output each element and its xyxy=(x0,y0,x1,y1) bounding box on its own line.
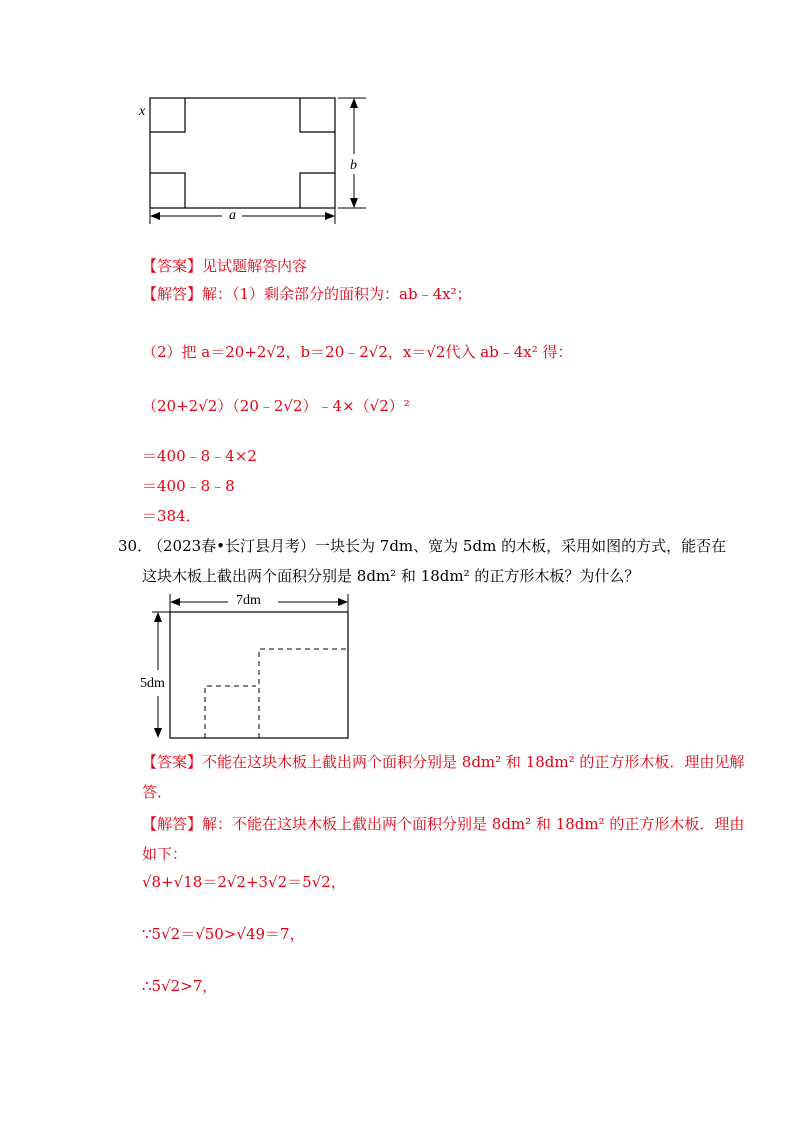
prev-solution-line3: （20+2√2）（20﹣2√2）﹣4×（√2）² xyxy=(142,397,410,415)
prev-solution-line6: ＝384． xyxy=(142,507,201,525)
solution30-step1: √8+√18＝2√2+3√2＝5√2， xyxy=(142,873,346,891)
answer30-line1 xyxy=(142,752,744,772)
answer30-text: 不能在这块木板上截出两个面积分别是 8dm² 和 18dm² 的正方形木板．理由见解 xyxy=(202,753,745,771)
solution30-text: 解：不能在这块木板上截出两个面积分别是 8dm² 和 18dm² 的正方形木板．理由 xyxy=(202,815,745,833)
figure1-label-b: b xyxy=(350,158,357,173)
question30-number: 30． xyxy=(118,537,153,555)
answer30-line2: 答． xyxy=(142,783,173,801)
solution30-line2: 如下： xyxy=(142,845,188,863)
answer-text: 见试题解答内容 xyxy=(202,257,308,275)
solution30-line1 xyxy=(142,814,744,834)
solution30-step2: ∵5√2＝√50>√49＝7， xyxy=(142,925,305,943)
question30-text-line2: 这块木板上截出两个面积分别是 8dm² 和 18dm² 的正方形木板？为什么？ xyxy=(142,567,640,585)
answer-tag: 【答案】 xyxy=(142,257,203,275)
prev-solution-line4: ＝400﹣8﹣4×2 xyxy=(142,447,257,465)
question30-text-line1: （2023春•长汀县月考）一块长为 7dm、宽为 5dm 的木板，采用如图的方式，能否在 xyxy=(148,537,727,555)
solution-tag: 【解答】 xyxy=(142,285,203,303)
figure2-label-height: 5dm xyxy=(140,676,165,691)
solution-text: 解：（1）剩余部分的面积为：ab﹣4x²； xyxy=(202,285,472,303)
prev-solution-line2: （2）把 a＝20+2√2，b＝20﹣2√2，x＝√2代入 ab﹣4x² 得： xyxy=(142,343,573,361)
prev-solution-line1 xyxy=(142,284,472,304)
solution30-tag: 【解答】 xyxy=(142,815,203,833)
solution30-step3: ∴5√2>7， xyxy=(142,977,218,995)
figure1-label-a: a xyxy=(229,208,236,223)
figure-board xyxy=(140,592,360,744)
figure2-label-width: 7dm xyxy=(236,593,261,608)
prev-solution-line5: ＝400﹣8﹣8 xyxy=(142,477,235,495)
figure1-label-x: x xyxy=(139,104,146,119)
answer30-tag: 【答案】 xyxy=(142,753,203,771)
figure-rectangle-corners xyxy=(130,88,380,228)
prev-answer-line xyxy=(142,256,307,276)
